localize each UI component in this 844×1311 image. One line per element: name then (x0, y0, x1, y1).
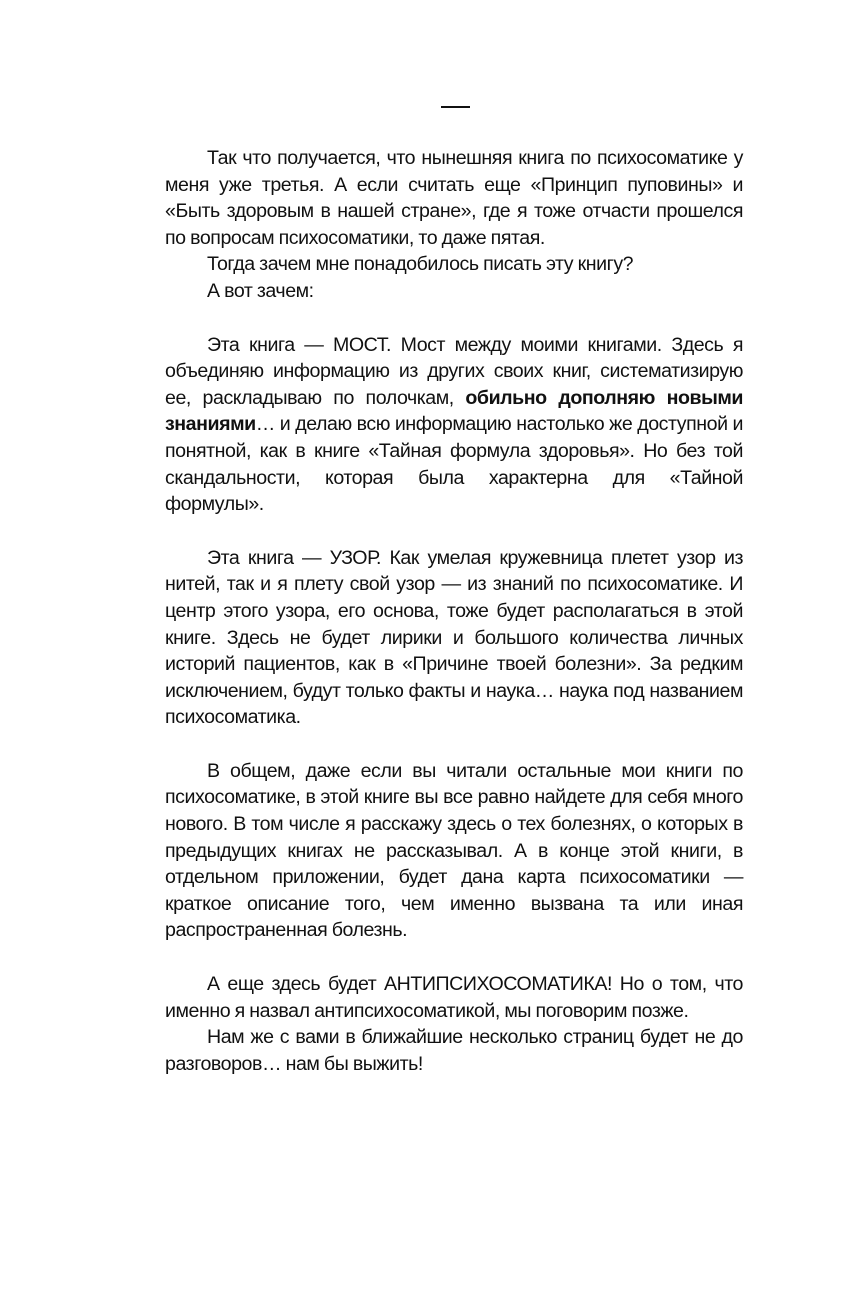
text-segment: Тогда зачем мне понадобилось писать эту книгу? (207, 253, 634, 276)
paragraph-gap (165, 731, 743, 758)
text-segment: В общем, даже если вы читали остальные мои книги по психосоматике, в этой книге вы все равно найдете для себя много нового. В том числе я расскажу здесь о тех болезнях, о которых в предыдущих книгах не рассказывал. А в конце этой книги, в отдельном приложении, будет дана карта психосоматики — краткое описание того, чем именно вызвана та или иная распространенная болезнь. (165, 759, 743, 942)
paragraph-intro (165, 145, 743, 251)
paragraph-gap (165, 518, 743, 545)
body-text (165, 145, 743, 1077)
bold-text-segment: обильно дополняю новыми знаниями (165, 386, 743, 436)
paragraph-gap (165, 944, 743, 971)
text-segment: А вот зачем: (207, 279, 314, 302)
paragraph-pattern (165, 545, 743, 731)
text-segment: А еще здесь будет АНТИПСИХОСОМАТИКА! Но о том, что именно я назвал антипсихосоматикой, мы поговорим позже. (165, 973, 743, 1022)
text-segment: Эта книга — УЗОР. Как умелая кружевница плетет узор из нитей, так и я плету свой узор — из знаний по психосоматике. И центр этого узора, его основа, тоже будет располагаться в этой книге. Здесь не будет лирики и большого количества личных историй пациентов, как в «Причине твоей болезни». За редким исключением, будут только факты и наука… наука под названием психосоматика. (165, 546, 743, 729)
text-segment: … и делаю всю информацию настолько же доступной и понятной, как в книге «Тайная формула здоровья». Но без той скандальности, которая была характерна для «Тайной формулы». (165, 413, 743, 516)
header-rule (441, 106, 470, 108)
text-segment: Так что получается, что нынешняя книга по психосоматике у меня уже третья. А если считать еще «Принцип пуповины» и «Быть здоровым в нашей стране», где я тоже отчасти прошелся по вопросам психосоматики, то даже пятая. (165, 147, 743, 249)
text-segment: Эта книга — МОСТ. Мост между моими книгами. Здесь я объединяю информацию из других своих книг, систематизирую ее, раскладываю по полочкам, (165, 333, 743, 409)
paragraph-question (165, 251, 743, 278)
paragraph-bridge (165, 332, 743, 518)
paragraph-overview (165, 758, 743, 944)
text-segment: Нам же с вами в ближайшие несколько страниц будет не до разговоров… нам бы выжить! (165, 1026, 743, 1075)
paragraph-gap (165, 305, 743, 332)
paragraph-antipsychosomatics (165, 971, 743, 1024)
paragraph-closing (165, 1024, 743, 1077)
paragraph-answer-lead (165, 278, 743, 305)
